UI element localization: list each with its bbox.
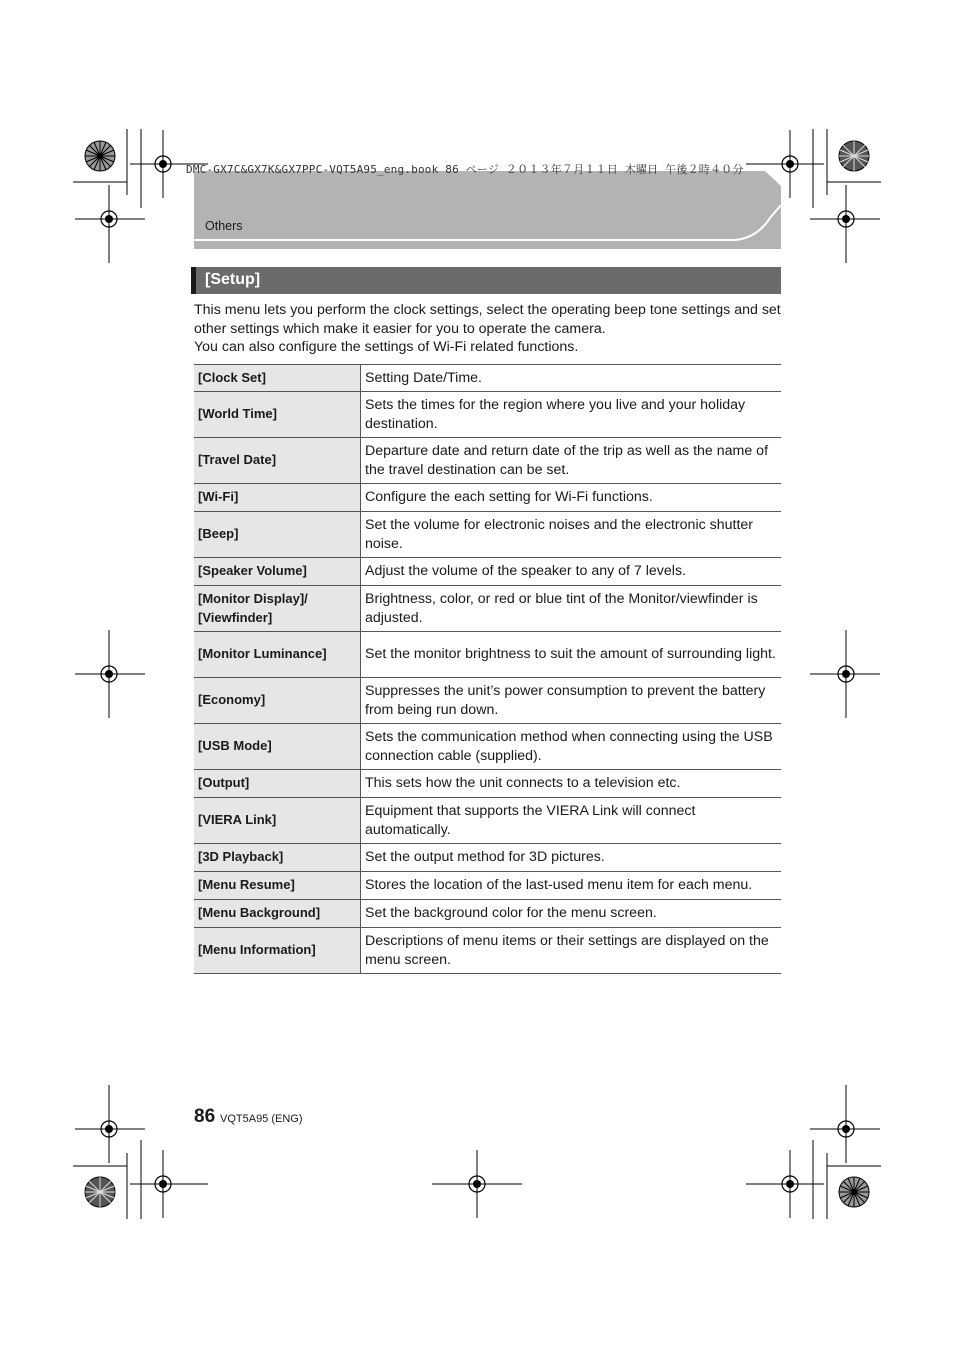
menu-item-description: Departure date and return date of the trip as well as the name of the travel destination can be set. bbox=[361, 438, 782, 484]
menu-item-description: Descriptions of menu items or their settings are displayed on the menu screen. bbox=[361, 928, 782, 974]
table-row bbox=[194, 632, 781, 678]
table-row bbox=[194, 512, 781, 558]
table-row bbox=[194, 844, 781, 872]
document-code: VQT5A95 (ENG) bbox=[220, 1113, 303, 1125]
table-row bbox=[194, 586, 781, 632]
starburst-mark bbox=[85, 141, 115, 171]
intro-paragraph: This menu lets you perform the clock settings, select the operating beep tone settings and set other settings which make it easier for you to operate the camera. bbox=[194, 302, 781, 337]
menu-item-name: [Output] bbox=[194, 770, 361, 798]
table-row bbox=[194, 900, 781, 928]
menu-item-description: Set the monitor brightness to suit the amount of surrounding light. bbox=[361, 632, 782, 678]
starburst-mark bbox=[85, 1177, 115, 1207]
table-row bbox=[194, 872, 781, 900]
menu-item-description: Sets the times for the region where you live and your holiday destination. bbox=[361, 392, 782, 438]
menu-item-name: [World Time] bbox=[194, 392, 361, 438]
starburst-mark bbox=[839, 1177, 869, 1207]
menu-item-name: [USB Mode] bbox=[194, 724, 361, 770]
table-row bbox=[194, 678, 781, 724]
section-label: Others bbox=[205, 219, 243, 233]
menu-item-name: [Menu Resume] bbox=[194, 872, 361, 900]
table-row bbox=[194, 484, 781, 512]
menu-item-description: Configure the each setting for Wi-Fi functions. bbox=[361, 484, 782, 512]
table-row bbox=[194, 392, 781, 438]
table-row bbox=[194, 724, 781, 770]
menu-item-name: [VIERA Link] bbox=[194, 798, 361, 844]
table-row bbox=[194, 438, 781, 484]
intro-text bbox=[194, 301, 784, 357]
header-band bbox=[194, 171, 781, 249]
intro-paragraph: You can also configure the settings of Wi-Fi related functions. bbox=[194, 339, 579, 356]
table-row bbox=[194, 928, 781, 974]
print-header-line: DMC-GX7C&GX7K&GX7PPC-VQT5A95_eng.book 86 ページ ２０１３年７月１１日 木曜日 午後２時４０分 bbox=[186, 163, 744, 176]
menu-item-name: [Menu Information] bbox=[194, 928, 361, 974]
menu-item-name: [Menu Background] bbox=[194, 900, 361, 928]
menu-item-description: Suppresses the unit’s power consumption to prevent the battery from being run down. bbox=[361, 678, 782, 724]
menu-item-description: This sets how the unit connects to a television etc. bbox=[361, 770, 782, 798]
menu-item-name: [Monitor Luminance] bbox=[194, 632, 361, 678]
table-row bbox=[194, 558, 781, 586]
menu-item-description: Equipment that supports the VIERA Link will connect automatically. bbox=[361, 798, 782, 844]
table-row bbox=[194, 365, 781, 392]
table-row bbox=[194, 798, 781, 844]
menu-item-name: [Speaker Volume] bbox=[194, 558, 361, 586]
menu-item-name: [Wi-Fi] bbox=[194, 484, 361, 512]
menu-item-description: Stores the location of the last-used menu item for each menu. bbox=[361, 872, 782, 900]
menu-item-description: Set the volume for electronic noises and the electronic shutter noise. bbox=[361, 512, 782, 558]
menu-item-name: [Economy] bbox=[194, 678, 361, 724]
table-row bbox=[194, 770, 781, 798]
menu-item-name: [3D Playback] bbox=[194, 844, 361, 872]
starburst-mark bbox=[839, 141, 869, 171]
menu-item-name: [Beep] bbox=[194, 512, 361, 558]
page-number: 86 bbox=[194, 1106, 216, 1127]
menu-item-description: Brightness, color, or red or blue tint of the Monitor/viewfinder is adjusted. bbox=[361, 586, 782, 632]
title-bar-edge bbox=[191, 267, 196, 294]
page-title: [Setup] bbox=[205, 271, 261, 288]
menu-item-name: [Monitor Display]/ [Viewfinder] bbox=[194, 586, 361, 632]
menu-item-name: [Clock Set] bbox=[194, 365, 361, 392]
menu-item-description: Sets the communication method when connecting using the USB connection cable (supplied). bbox=[361, 724, 782, 770]
menu-item-description: Adjust the volume of the speaker to any of 7 levels. bbox=[361, 558, 782, 586]
menu-item-description: Set the output method for 3D pictures. bbox=[361, 844, 782, 872]
setup-menu-table bbox=[194, 364, 781, 974]
title-bar bbox=[191, 267, 781, 294]
menu-item-name: [Travel Date] bbox=[194, 438, 361, 484]
menu-item-description: Setting Date/Time. bbox=[361, 365, 782, 392]
menu-item-description: Set the background color for the menu screen. bbox=[361, 900, 782, 928]
